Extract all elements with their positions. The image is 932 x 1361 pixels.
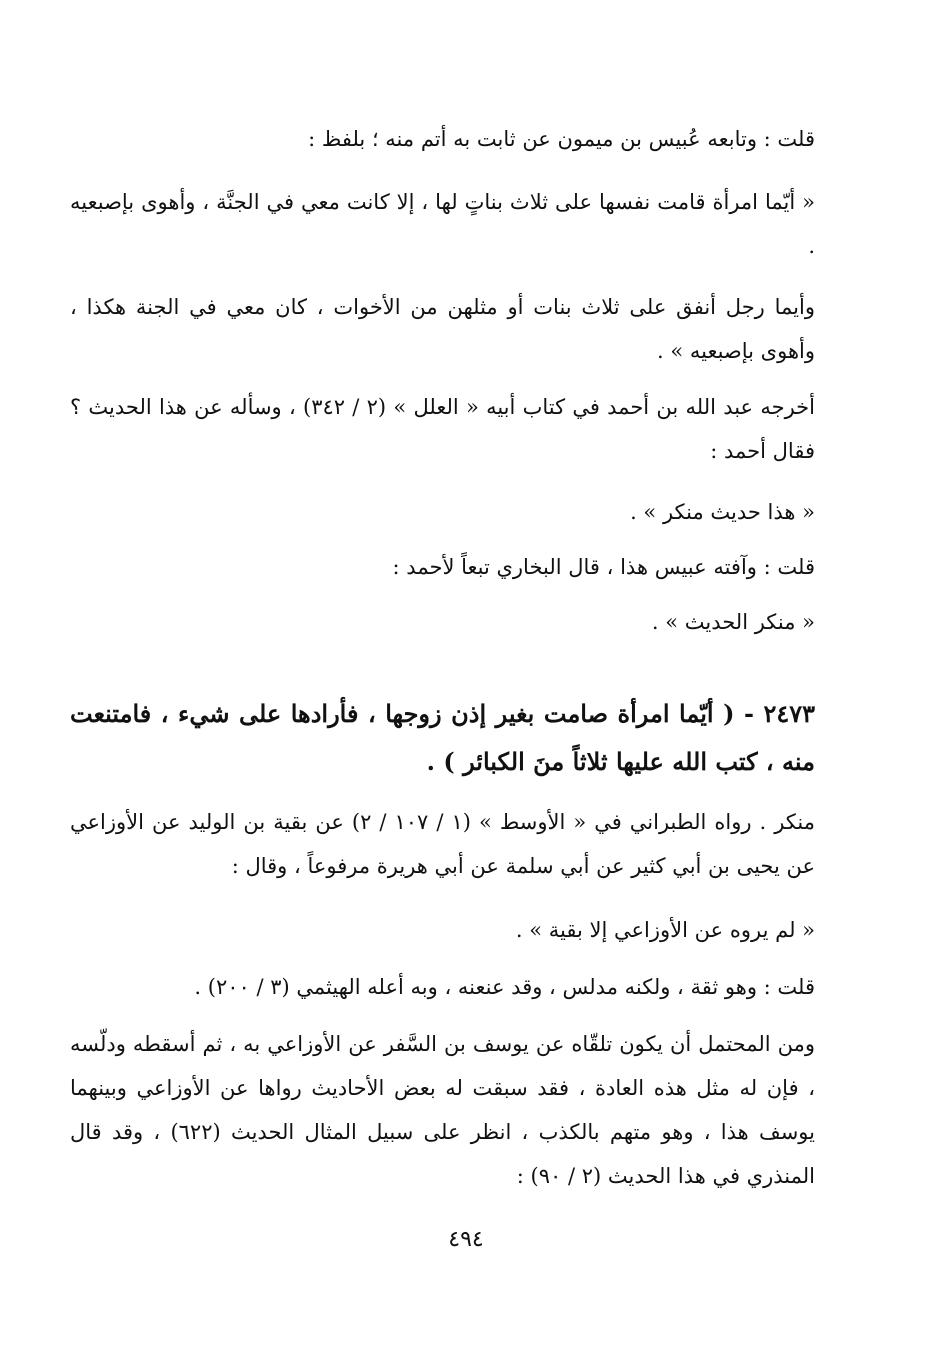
- paragraph-bukhari-verdict: « منكر الحديث » .: [651, 610, 815, 634]
- paragraph-grading: منكر . رواه الطبراني في « الأوسط » (١ / ١٠٧ / ٢) عن بقية بن الوليد عن الأوزاعي عن يحيى بن أبي كثير عن أبي سلمة عن أبي هريرة مرفوعاً ، وقال :: [70, 810, 815, 878]
- paragraph-analysis: ومن المحتمل أن يكون تلقّاه عن يوسف بن السَّفر عن الأوزاعي به ، ثم أسقطه ودلّسه ، فإن له مثل هذه العادة ، فقد سبقت له بعض الأحاديث رواها عن الأوزاعي وبينهما يوسف هذا ، وهو متهم بالكذب ، انظر على سبيل المثال الحديث (٦٢٢) ، وقد قال المنذري في هذا الحديث (٢ / ٩٠) :: [70, 1032, 815, 1188]
- paragraph-narrator-note: قلت : وهو ثقة ، ولكنه مدلس ، وقد عنعنه ، وبه أعله الهيثمي (٣ / ٢٠٠) .: [194, 975, 815, 999]
- page-number: ٤٩٤: [448, 1227, 484, 1252]
- paragraph-hadith-continuation: وأيما رجل أنفق على ثلاث بنات أو مثلهن من الأخوات ، كان معي في الجنة هكذا ، وأهوى بإصبعيه » .: [70, 295, 815, 363]
- paragraph-bukhari-note: قلت : وآفته عبيس هذا ، قال البخاري تبعاً لأحمد :: [392, 555, 815, 579]
- paragraph-ahmad-verdict: « هذا حديث منكر » .: [630, 500, 815, 524]
- paragraph-tabarani-quote: « لم يروه عن الأوزاعي إلا بقية » .: [515, 918, 815, 942]
- paragraph-takhrij: أخرجه عبد الله بن أحمد في كتاب أبيه « العلل » (٢ / ٣٤٢) ، وسأله عن هذا الحديث ؟ فقال أحمد :: [70, 395, 815, 463]
- paragraph-hadith-quote: « أيّما امرأة قامت نفسها على ثلاث بناتٍ لها ، إلا كانت معي في الجنَّة ، وأهوى بإصبعيه .: [70, 190, 815, 258]
- hadith-heading: ٢٤٧٣ - ( أيّما امرأة صامت بغير إذن زوجها ، فأرادها على شيء ، فامتنعت منه ، كتب الله عليها ثلاثاً منَ الكبائر ) .: [70, 699, 815, 776]
- paragraph-follow-up: قلت : وتابعه عُبيس بن ميمون عن ثابت به أتم منه ؛ بلفظ :: [308, 127, 815, 151]
